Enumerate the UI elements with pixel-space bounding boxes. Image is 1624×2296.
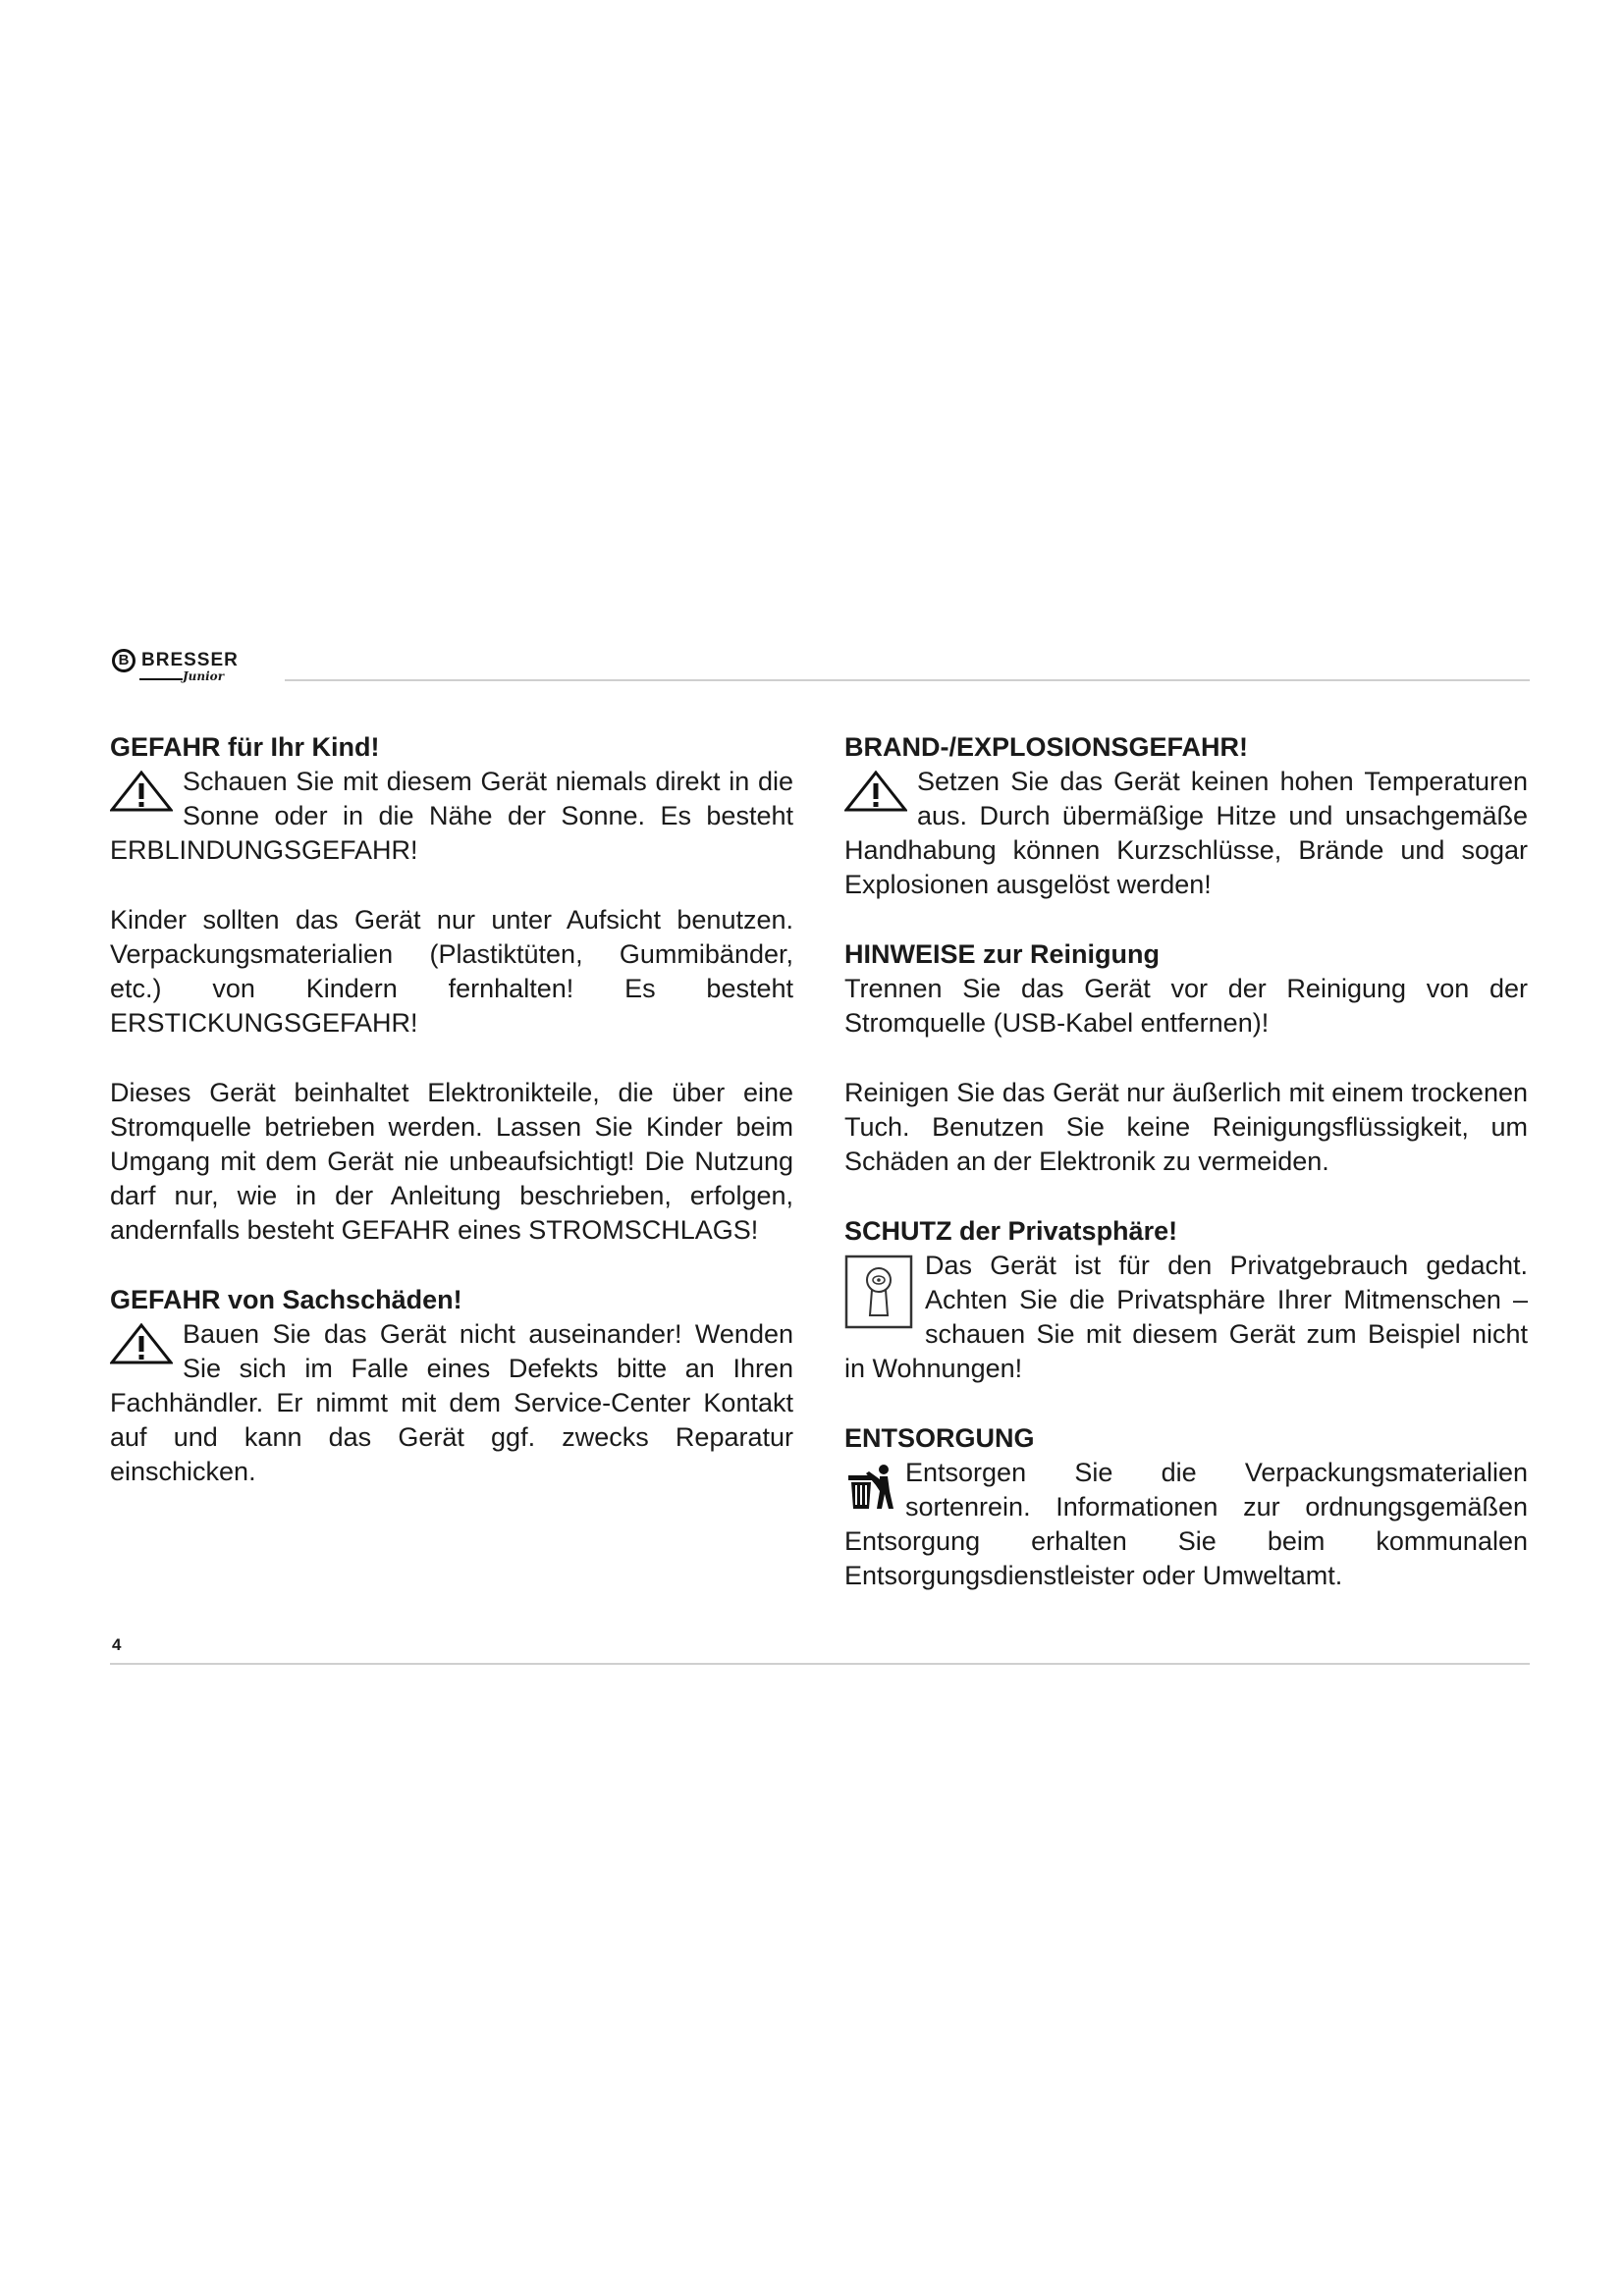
section-paragraph: Reinigen Sie das Gerät nur äußerlich mit einem trockenen Tuch. Benutzen Sie keine Reinigungsflüssigkeit, um Schäden an der Elektronik zu vermeiden. (844, 1078, 1528, 1176)
section-paragraph: Kinder sollten das Gerät nur unter Aufsicht benutzen. Verpackungsmaterialien (Plastiktüten, Gummibänder, etc.) von Kindern fernhalten! Es besteht ERSTICKUNGSGEFAHR! (110, 905, 793, 1038)
section-disposal (844, 1421, 1528, 1593)
warning-triangle-icon (110, 771, 173, 812)
page-header (110, 646, 1530, 685)
keyhole-privacy-icon (844, 1255, 913, 1335)
page-footer (110, 1635, 1530, 1665)
logo-underline (139, 678, 183, 680)
section-title: HINWEISE zur Reinigung (844, 939, 1160, 969)
paragraph-text: Setzen Sie das Gerät keinen hohen Temperaturen aus. Durch übermäßige Hitze und unsachgemäße Handhabung können Kurzschlüsse, Brände und sogar Explosionen ausgelöst werden! (844, 767, 1528, 899)
page-number: 4 (112, 1635, 122, 1654)
paragraph-text: Entsorgen Sie die Verpackungsmaterialien sortenrein. Informationen zur ordnungsgemäßen Entsorgung erhalten Sie beim kommunalen Entsorgungsdienstleister oder Umweltamt. (844, 1458, 1528, 1590)
section-child-danger (110, 730, 793, 1248)
section-paragraph: Trennen Sie das Gerät vor der Reinigung von der Stromquelle (USB-Kabel entfernen)! (844, 974, 1528, 1038)
section-paragraph (110, 765, 793, 868)
section-privacy (844, 1214, 1528, 1386)
section-paragraph: Dieses Gerät beinhaltet Elektronikteile, die über eine Stromquelle betrieben werden. Lassen Sie Kinder beim Umgang mit dem Gerät nie unbeaufsichtigt! Die Nutzung darf nur, wie in der Anleitung beschrieben, erfolgen, andernfalls besteht GEFAHR eines STROMSCHLAGS! (110, 1078, 793, 1245)
logo-b-circle: B (112, 649, 135, 672)
header-rule (285, 679, 1530, 681)
section-title: SCHUTZ der Privatsphäre! (844, 1216, 1178, 1246)
paragraph-text: Bauen Sie das Gerät nicht auseinander! Wenden Sie sich im Falle eines Defekts bitte an Ihren Fachhändler. Er nimmt mit dem Service-Center Kontakt auf und kann das Gerät ggf. zwecks Reparatur einschicken. (110, 1319, 793, 1486)
paragraph-text: Das Gerät ist für den Privatgebrauch gedacht. Achten Sie die Privatsphäre Ihrer Mitmenschen – schauen Sie mit diesem Gerät zum Beispiel nicht in Wohnungen! (844, 1251, 1528, 1383)
paragraph-text: Schauen Sie mit diesem Gerät niemals direkt in die Sonne oder in die Nähe der Sonne. Es besteht ERBLINDUNGSGEFAHR! (110, 767, 793, 865)
section-paragraph (844, 765, 1528, 902)
right-column (844, 730, 1528, 1629)
section-paragraph (844, 1249, 1528, 1386)
section-title: BRAND-/EXPLOSIONSGEFAHR! (844, 732, 1249, 762)
warning-triangle-icon (844, 771, 907, 812)
logo-brand-text: BRESSER (141, 650, 239, 670)
section-paragraph (844, 1456, 1528, 1593)
section-title: GEFAHR für Ihr Kind! (110, 732, 380, 762)
logo-sub-brand: Junior (183, 669, 225, 683)
section-paragraph (110, 1317, 793, 1489)
section-title: GEFAHR von Sachschäden! (110, 1285, 462, 1314)
section-title: ENTSORGUNG (844, 1423, 1035, 1453)
bresser-junior-logo (110, 646, 277, 685)
section-property-damage (110, 1283, 793, 1489)
footer-rule (110, 1663, 1530, 1665)
section-cleaning (844, 937, 1528, 1179)
trash-disposal-icon (844, 1462, 895, 1513)
left-column (110, 730, 793, 1524)
section-fire-explosion (844, 730, 1528, 902)
warning-triangle-icon (110, 1323, 173, 1364)
